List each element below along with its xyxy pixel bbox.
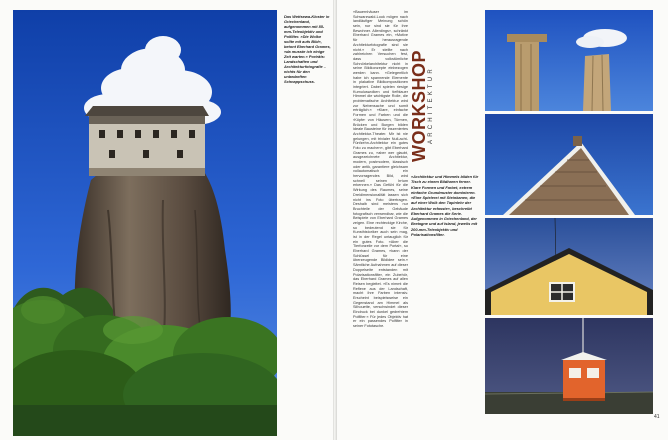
- page-gutter: [333, 0, 337, 440]
- columns-photo: [485, 10, 653, 111]
- orange-hut-photo: [485, 318, 653, 414]
- workshop-banner: [411, 14, 435, 162]
- banner-title: WORKSHOP: [409, 50, 429, 162]
- yellow-house-photo: [485, 218, 653, 315]
- article-body-text: »Bauernhäuser im Schwarzwald-Look mögen nach landläufiger Meinung schön sein, nur sind sie für ihre Bewohner. Allerdings«, schränkt Eberhard Grames ein, »Motive für herausragende Architekturfotografie sind sie nicht.« Er stellte nach zahlreichen Versuchen fest, dass volkstümliche Schnörkelarchitektur nicht in seine Bildkonzepte einbezogen werden kann. »Gelegentlich habe ich spannende Elemente in plakative Bildkompositionen integriert. Dabei spielen riesige Kumuluswolken und tiefblauer Himmel die wichtigste Rolle, die problematische Architektur wird zur Nebensache und somit erträglich.« »Klare, einfache Formen und Farben und die ›Köpfe‹ von Häusern, Türmen, Brücken und Burgen bilden ideale Bausteine für inszeniertes Architektur-Theater. Mir ist nie gelungen, mit trivialer Null-acht-Fünfzehn-Architektur ein gutes Foto zu machen«, gibt Eberhard Grames zu, »aber wer glaubt, ausgezeichnete Architektur, modern, postmodern, klassisch oder antik, garantiere gleichsam vollautomatisch ein hervorragendes Bild, wird schnell seinen Irrtum erkennen.« Das Gefühl für die Wirkung des Raumes, seine Dreidimensionalität lassen sich nicht ins Foto übertragen. Deshalb sind meistens nur Bruchteile der Gebäude fotografisch verwendbar, wie die Beispiele von Eberhard Grames zeigen. Eine rechteckige Kirche, so bedeutend sie für Kunsthistoriker auch sein mag, ist in der Regel untauglich für ein gutes Foto. »Aber die Tierfonzeile vor dem Portal«, so Eberhard Grames, »kann der Schlüssel für eine überzeugende Bildidee sein.« Sämtliche Aufnahmen auf dieser Doppelseite entstanden mit Polarisationsfilter, ein Zubehör, das Eberhard Grames auf allen Reisen begleitet. »Es nimmt die Reflexe aus der Landschaft, macht ihre Farben intensiv. Erscheint beispielsweise ein Gegenstand am Himmel als Silhouette, verschwindet dieser Eindruck bei dunkel gedrehtem Polfilter.« Für jedes Objektiv hat er ein passendes Polfilter in seiner Fototasche.: [353, 10, 408, 329]
- monastery-photo: [13, 10, 277, 436]
- page-number: 41: [654, 414, 660, 420]
- banner-subtitle: ARCHITEKTUR: [428, 66, 434, 144]
- left-caption: Das Wettsewa-Kloster in Griechenland, aufgenommen mit 85-mm-Teleobjektiv und Polfilter. »Die Wolke sollte mit aufs Bild«, betont Eberhard Grames, »da musste ich einige Zeit warten.« Porträts: Landschaften und Architekturfotografie – nichts für den unbedarften Schnappschuss.: [284, 14, 331, 84]
- stone-gable-photo: [485, 114, 653, 215]
- right-caption: »Architektur und Himmels bilden für Tisch zu einem Bildharen ferner. Klare Formen und Farbet, extrem einfache Grundmuster dominieren. »Eine Spielerei mit Steinkanen, die auf einer Wolk den Tapinlehr der Architektur erfasste«, beschreibt Eberhard Grames die Serie. Aufgenommen in Griechenland, der Bretagne und auf Island, jeweils mit 200-mm-Teleobjektiv und Polarisationsfilter.: [411, 174, 479, 237]
